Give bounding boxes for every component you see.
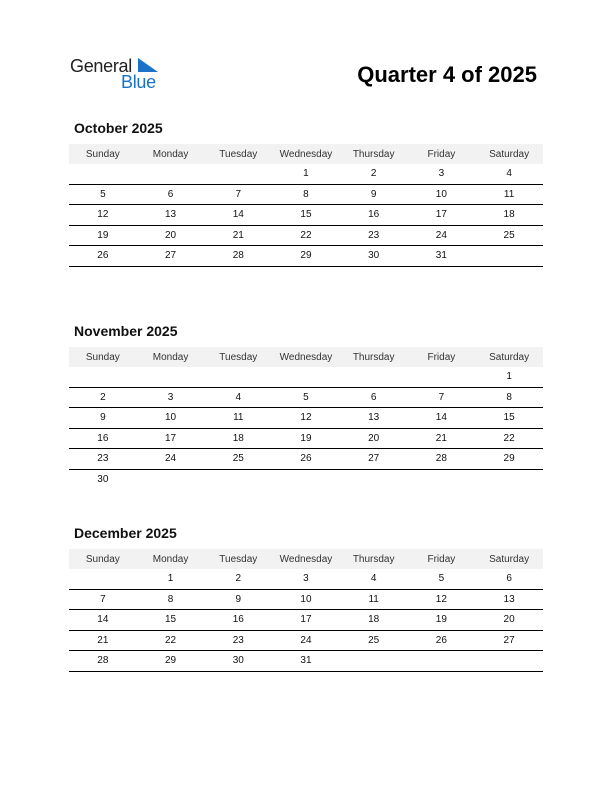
weekday-header: Thursday	[340, 347, 408, 367]
day-cell: 28	[69, 651, 137, 672]
day-cell: 27	[475, 630, 543, 651]
day-cell: 28	[204, 246, 272, 267]
day-cell	[408, 469, 476, 489]
day-cell: 19	[69, 225, 137, 246]
day-cell: 17	[408, 205, 476, 226]
day-cell: 25	[475, 225, 543, 246]
day-cell: 9	[340, 184, 408, 205]
weekday-header: Tuesday	[204, 144, 272, 164]
day-cell: 8	[475, 387, 543, 408]
week-row	[69, 610, 543, 631]
month-grid	[69, 144, 543, 267]
logo-triangle-icon	[138, 58, 160, 74]
day-cell: 21	[408, 428, 476, 449]
day-cell: 21	[204, 225, 272, 246]
day-cell	[340, 469, 408, 489]
day-cell	[137, 164, 205, 184]
day-cell: 3	[137, 387, 205, 408]
day-cell: 7	[204, 184, 272, 205]
day-cell: 26	[69, 246, 137, 267]
day-cell: 10	[137, 408, 205, 429]
week-row	[69, 205, 543, 226]
month-title: October 2025	[74, 120, 163, 136]
day-cell: 30	[340, 246, 408, 267]
day-cell: 2	[69, 387, 137, 408]
day-cell: 20	[137, 225, 205, 246]
day-cell: 19	[408, 610, 476, 631]
week-row	[69, 428, 543, 449]
day-cell: 4	[340, 569, 408, 589]
day-cell: 18	[475, 205, 543, 226]
week-row	[69, 184, 543, 205]
day-cell: 16	[69, 428, 137, 449]
logo-text-blue: Blue	[121, 72, 156, 92]
day-cell: 27	[340, 449, 408, 470]
day-cell: 24	[272, 630, 340, 651]
day-cell: 11	[204, 408, 272, 429]
weekday-header: Wednesday	[272, 549, 340, 569]
day-cell: 20	[340, 428, 408, 449]
day-cell: 14	[408, 408, 476, 429]
day-cell: 1	[272, 164, 340, 184]
month-grid	[69, 347, 543, 489]
week-row	[69, 164, 543, 184]
month-title: November 2025	[74, 323, 178, 339]
weekday-header: Saturday	[475, 347, 543, 367]
day-cell	[272, 469, 340, 489]
day-cell: 10	[272, 589, 340, 610]
day-cell: 5	[69, 184, 137, 205]
weekday-header: Friday	[408, 549, 476, 569]
weekday-header: Tuesday	[204, 347, 272, 367]
day-cell: 14	[69, 610, 137, 631]
day-cell: 3	[408, 164, 476, 184]
week-row	[69, 469, 543, 489]
day-cell: 29	[137, 651, 205, 672]
day-cell	[475, 246, 543, 267]
day-cell	[204, 469, 272, 489]
day-cell: 11	[475, 184, 543, 205]
day-cell: 22	[272, 225, 340, 246]
day-cell: 17	[137, 428, 205, 449]
day-cell	[408, 651, 476, 672]
weekday-header: Sunday	[69, 347, 137, 367]
day-cell: 8	[137, 589, 205, 610]
day-cell	[137, 367, 205, 387]
month-calendar	[69, 525, 543, 672]
day-cell: 30	[97, 473, 109, 485]
weekday-header: Friday	[408, 144, 476, 164]
day-cell: 7	[69, 589, 137, 610]
day-cell: 12	[272, 408, 340, 429]
day-cell: 9	[69, 408, 137, 429]
day-cell: 7	[408, 387, 476, 408]
day-cell: 16	[340, 205, 408, 226]
week-row	[69, 589, 543, 610]
day-cell: 12	[69, 205, 137, 226]
day-cell: 18	[340, 610, 408, 631]
week-row	[69, 387, 543, 408]
day-cell: 13	[475, 589, 543, 610]
day-cell: 3	[272, 569, 340, 589]
day-cell	[340, 367, 408, 387]
day-cell: 26	[408, 630, 476, 651]
day-cell: 1	[137, 569, 205, 589]
day-cell: 22	[475, 428, 543, 449]
day-cell: 5	[272, 387, 340, 408]
day-cell: 1	[475, 367, 543, 387]
day-cell	[69, 367, 137, 387]
weekday-header: Tuesday	[204, 549, 272, 569]
weekday-header: Sunday	[69, 144, 137, 164]
day-cell: 27	[137, 246, 205, 267]
day-cell: 2	[340, 164, 408, 184]
weekday-header: Thursday	[340, 144, 408, 164]
day-cell: 26	[272, 449, 340, 470]
month-calendar	[69, 323, 543, 489]
day-cell: 24	[408, 225, 476, 246]
week-row	[69, 569, 543, 589]
day-cell: 2	[204, 569, 272, 589]
weekday-header: Monday	[137, 347, 205, 367]
weekday-header: Monday	[137, 144, 205, 164]
page-title: Quarter 4 of 2025	[357, 62, 537, 87]
weekday-header: Monday	[137, 549, 205, 569]
week-row	[69, 367, 543, 387]
weekday-header: Wednesday	[272, 144, 340, 164]
day-cell: 28	[408, 449, 476, 470]
logo-text-general: General	[70, 56, 132, 76]
day-cell: 4	[475, 164, 543, 184]
weekday-header: Sunday	[69, 549, 137, 569]
day-cell: 6	[475, 569, 543, 589]
day-cell	[408, 367, 476, 387]
day-cell: 25	[340, 630, 408, 651]
weekday-header: Wednesday	[272, 347, 340, 367]
day-cell: 30	[204, 651, 272, 672]
day-cell	[204, 164, 272, 184]
day-cell: 22	[137, 630, 205, 651]
week-row	[69, 449, 543, 470]
day-cell: 18	[204, 428, 272, 449]
day-cell	[204, 367, 272, 387]
day-cell: 6	[137, 184, 205, 205]
day-cell: 29	[272, 246, 340, 267]
day-cell: 23	[340, 225, 408, 246]
month-title: December 2025	[74, 525, 177, 541]
week-row	[69, 246, 543, 267]
day-cell	[69, 164, 137, 184]
day-cell	[69, 569, 137, 589]
day-cell: 15	[137, 610, 205, 631]
day-cell	[475, 469, 543, 489]
day-cell: 16	[204, 610, 272, 631]
weekday-header: Saturday	[475, 144, 543, 164]
day-cell: 8	[272, 184, 340, 205]
day-cell: 20	[475, 610, 543, 631]
day-cell: 29	[475, 449, 543, 470]
day-cell: 13	[137, 205, 205, 226]
day-cell: 24	[137, 449, 205, 470]
day-cell: 31	[272, 651, 340, 672]
day-cell: 6	[340, 387, 408, 408]
day-cell: 12	[408, 589, 476, 610]
logo	[70, 56, 170, 96]
day-cell: 19	[272, 428, 340, 449]
day-cell	[340, 651, 408, 672]
week-row	[69, 651, 543, 672]
day-cell	[137, 469, 205, 489]
week-row	[69, 630, 543, 651]
day-cell: 11	[340, 589, 408, 610]
day-cell: 4	[204, 387, 272, 408]
month-calendar	[69, 120, 543, 267]
day-cell: 10	[408, 184, 476, 205]
day-cell: 25	[204, 449, 272, 470]
day-cell: 21	[69, 630, 137, 651]
day-cell: 15	[272, 205, 340, 226]
day-cell: 14	[204, 205, 272, 226]
day-cell	[475, 651, 543, 672]
weekday-header: Saturday	[475, 549, 543, 569]
day-cell: 15	[475, 408, 543, 429]
week-row	[69, 408, 543, 429]
day-cell: 9	[204, 589, 272, 610]
day-cell: 5	[408, 569, 476, 589]
week-row	[69, 225, 543, 246]
day-cell: 31	[408, 246, 476, 267]
day-cell: 17	[272, 610, 340, 631]
weekday-header: Thursday	[340, 549, 408, 569]
day-cell: 13	[340, 408, 408, 429]
weekday-header: Friday	[408, 347, 476, 367]
day-cell	[272, 367, 340, 387]
month-grid	[69, 549, 543, 672]
day-cell: 23	[69, 449, 137, 470]
day-cell: 23	[204, 630, 272, 651]
